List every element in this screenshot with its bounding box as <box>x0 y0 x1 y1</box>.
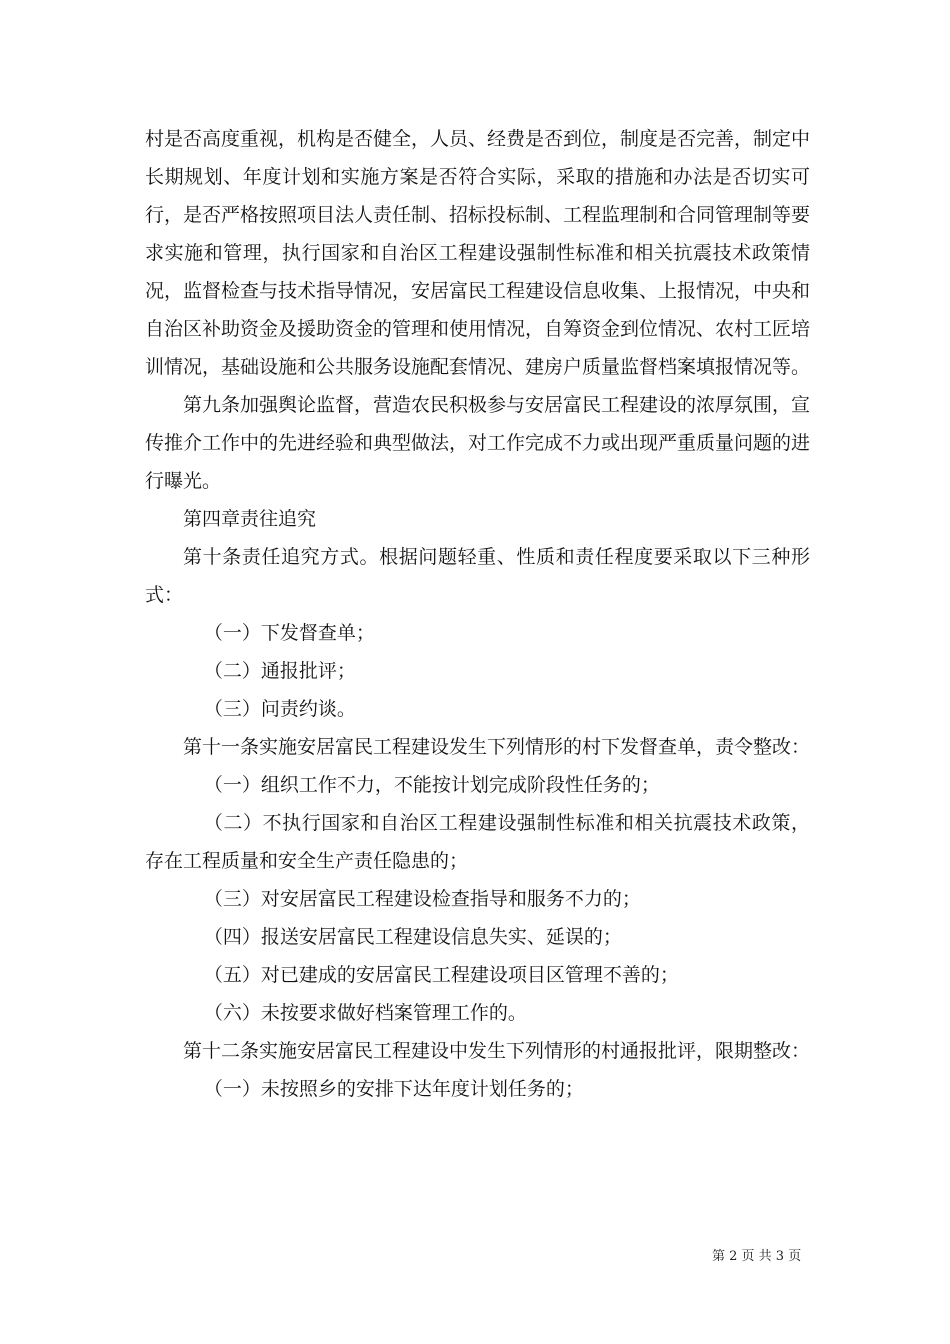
list-item: （一）未按照乡的安排下达年度计划任务的； <box>203 1078 584 1100</box>
list-item: （二）不执行国家和自治区工程建设强制性标准和相关抗震技术政策，存在工程质量和安全生产责任隐患的； <box>145 812 810 872</box>
list-item: （二）通报批评； <box>203 660 356 682</box>
paragraph-article-10: 第十条责任追究方式。根据问题轻重、性质和责任程度要采取以下三种形式： <box>145 546 810 606</box>
list-item: （三）对安居富民工程建设检查指导和服务不力的； <box>203 888 641 910</box>
paragraph-article-11: 第十一条实施安居富民工程建设发生下列情形的村下发督查单，责令整改： <box>183 736 811 758</box>
list-item: （三）问责约谈。 <box>203 698 356 720</box>
chapter-heading: 第四章责往追究 <box>183 508 317 530</box>
list-item: （五）对已建成的安居富民工程建设项目区管理不善的； <box>203 964 679 986</box>
page-number-footer: 第 2 页 共 3 页 <box>712 1249 802 1264</box>
list-item: （四）报送安居富民工程建设信息失实、延误的； <box>203 926 622 948</box>
list-item: （一）下发督查单； <box>203 622 375 644</box>
paragraph-1: 村是否高度重视，机构是否健全，人员、经费是否到位，制度是否完善，制定中长期规划、年度计划和实施方案是否符合实际，采取的措施和办法是否切实可行，是否严格按照项目法人责任制、招标投标制、工程监理制和合同管理制等要求实施和管理，执行国家和自治区工程建设强制性标准和相关抗震技术政策情况，监督检查与技术指导情况，安居富民工程建设信息收集、上报情况，中央和自治区补助资金及援助资金的管理和使用情况，自筹资金到位情况、农村工匠培训情况，基础设施和公共服务设施配套情况、建房户质量监督档案填报情况等。 <box>145 128 811 378</box>
list-item: （六）未按要求做好档案管理工作的。 <box>203 1002 527 1024</box>
paragraph-article-12: 第十二条实施安居富民工程建设中发生下列情形的村通报批评，限期整改： <box>183 1040 811 1062</box>
document-body <box>145 120 810 1108</box>
paragraph-article-9: 第九条加强舆论监督，营造农民积极参与安居富民工程建设的浓厚氛围，宣传推介工作中的先进经验和典型做法，对工作完成不力或出现严重质量问题的进行曝光。 <box>145 394 811 492</box>
list-item: （一）组织工作不力，不能按计划完成阶段性任务的； <box>203 774 660 796</box>
